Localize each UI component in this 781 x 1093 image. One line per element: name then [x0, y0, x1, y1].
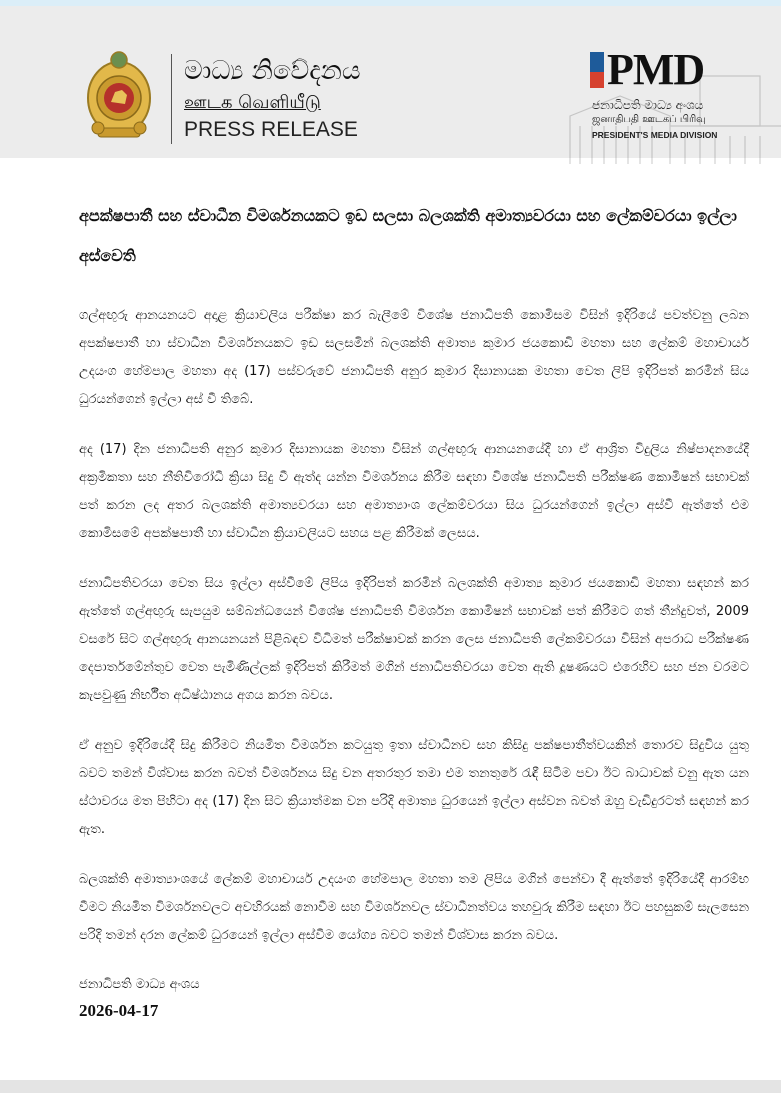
press-release-title-english: PRESS RELEASE: [184, 118, 358, 141]
pmd-logo-mark-icon: [590, 52, 604, 88]
sri-lanka-emblem-icon: [84, 48, 154, 140]
headline: අපක්ෂපාතී සහ ස්වාධීන විමර්ශනයකට ඉඩ සලසා බලශක්ති අමාත්‍යවරයා සහ ලේකම්වරයා ඉල්ලා අස්වෙති: [79, 206, 737, 265]
divider: [171, 54, 172, 144]
press-release-title-sinhala: මාධ්‍ය නිවේදනය: [184, 56, 361, 86]
press-release-title-tamil: ஊடக வெளியீடு: [184, 92, 321, 113]
footer-band: [0, 1080, 781, 1093]
article-body: [79, 196, 749, 1024]
division-name-tamil: ஜனாதிபதி ஊடகப் பிரிவு: [592, 114, 706, 125]
division-name-sinhala: ජනාධිපති මාධ්‍ය අංශය: [592, 98, 704, 112]
paragraph: ජනාධිපතිවරයා වෙත සිය ඉල්ලා අස්වීමේ ලිපිය ඉදිරිපත් කරමින් බලශක්ති අමාත්‍ය කුමාර ජයකොඩි මහතා සඳහන් කර ඇත්තේ ගල්අඟුරු සැපයුම සම්බන්ධයෙන් විශේෂ ජනාධිපති විමර්ශන කොමිෂන් සභාවක් පත් කිරීමට ගත් තීන්දුවත්, 2009 වසරේ සිට ගල්අඟුරු ආනයනයන් පිළිබඳව විධිමත් පරීක්ෂාවක් කරන ලෙස ජනාධිපති ලේකම්වරයා විසින් අපරාධ පරීක්ෂණ දෙපාර්තමේන්තුව වෙත පැමිණිල්ලක් ඉදිරිපත් කිරීමත් මගින් ජනාධිපතිවරයා වෙත ඇති දූෂණයට එරෙහිව සහ ජන වරමට කැපවුණු නිර්භීත අධිෂ්ඨානය අගය කරන බවය.: [79, 576, 749, 703]
paragraph: අද (17) දින ජනාධිපති අනුර කුමාර දිසානායක මහතා විසින් ගල්අඟුරු ආනයනයේදී හා ඒ ආශ්‍රිත විදුලිය නිෂ්පාදනයේදී අක්‍රමිකතා සහ නීතිවිරෝධී ක්‍රියා සිදු වී ඇත්ද යන්න විමර්ශනය කිරීම සඳහා විශේෂ ජනාධිපති පරීක්ෂණ කොමිෂන් සභාවක් පත් කරන ලද අතර බලශක්ති අමාත්‍යවරයා සහ අමාත්‍යාංශ ලේකම්වරයා සිය ධුරයන්ගෙන් ඉල්ලා අස්වී ඇත්තේ එම කොමිසමේ අපක්ෂපාතී හා ස්වාධීන ක්‍රියාවලියට සහය පළ කිරීමක් ලෙසය.: [79, 442, 749, 541]
signature: ජනාධිපති මාධ්‍ය අංශය: [79, 977, 200, 992]
pmd-logo: PMD: [607, 45, 705, 94]
release-date: 2026-04-17: [79, 1001, 159, 1020]
letterhead: [0, 0, 781, 158]
paragraph: ඒ අනුව ඉදිරියේදී සිදු කිරීමට නියමිත විමර්ශන කටයුතු ඉතා ස්වාධීනව සහ කිසිදු පක්ෂපාතීත්වයකින් තොරව සිදුවිය යුතු බවට තමන් විශ්වාස කරන බවත් විමර්ශනය සිදු වන අතරතුර තමා එම තනතුරේ රැඳී සිටීම පවා ඊට බාධාවක් වනු ඇත යන ස්ථාවරය මත පිහිටා අද (17) දින සිට ක්‍රියාත්මක වන පරිදි අමාත්‍ය ධුරයෙන් ඉල්ලා අස්වන බවත් ඔහු වැඩිදුරටත් සඳහන් කර ඇත.: [79, 738, 749, 837]
paragraph: ගල්අඟුරු ආනයනයට අදාළ ක්‍රියාවලිය පරීක්ෂා කර බැලීමේ විශේෂ ජනාධිපති කොමිසම විසින් ඉදිරියේ පවත්වනු ලබන අපක්ෂපාතී හා ස්වාධීන විමර්ශනයකට ඉඩ සලසමින් බලශක්ති අමාත්‍ය කුමාර ජයකොඩි මහතා සහ ලේකම් මහාචාර්ය උදයංග හේමපාල මහතා අද (17) පස්වරුවේ ජනාධිපති අනුර කුමාර දිසානායක මහතා වෙත ලිපි ඉදිරිපත් කරමින් සිය ධුරයන්ගෙන් ඉල්ලා අස් වී තිබේ.: [79, 308, 749, 407]
paragraph: බලශක්ති අමාත්‍යාංශයේ ලේකම් මහාචාර්ය උදයංග හේමපාල මහතා තම ලිපිය මගින් පෙන්වා දී ඇත්තේ ඉදිරියේදී ආරම්භ වීමට නියමිත විමර්ශනවලට අවහිරයක් නොවීම සහ විමර්ශනවල ස්වාධීනත්වය තහවුරු කිරීම සඳහා ඊට පහසුකම් සැලසෙන පරිදි තමන් දරන ලේකම් ධුරයෙන් ඉල්ලා අස්වීම යෝග්‍ය බවට තමන් විශ්වාස කරන බවය.: [79, 872, 749, 943]
division-name-english: PRESIDENT'S MEDIA DIVISION: [592, 130, 718, 140]
